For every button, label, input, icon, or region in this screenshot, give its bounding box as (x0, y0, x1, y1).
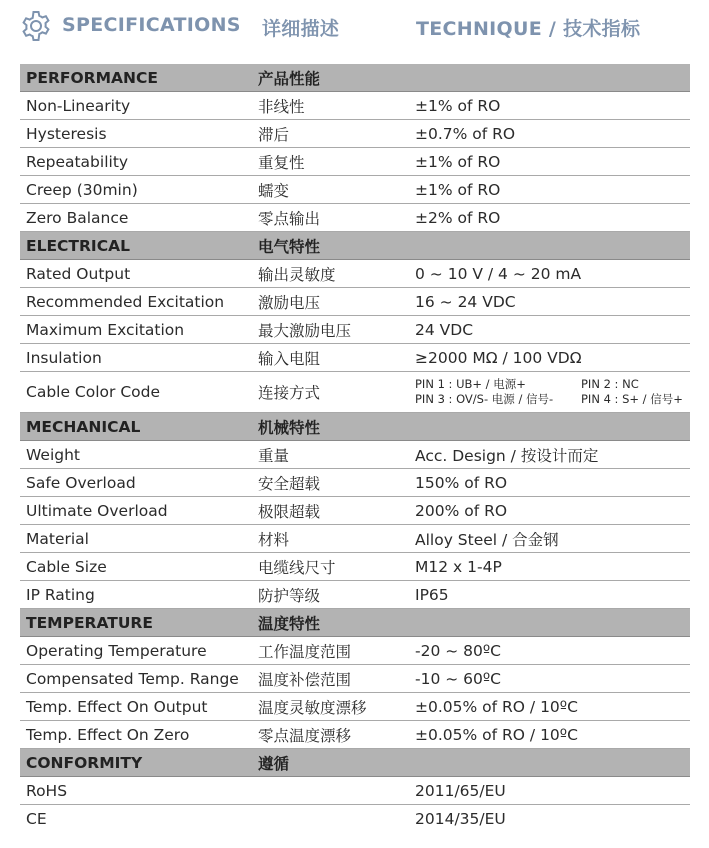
section-blank (409, 749, 690, 777)
spec-table (20, 64, 690, 832)
spec-value: 16 ~ 24 VDC (409, 288, 690, 316)
table-row (20, 316, 690, 344)
spec-value: ±1% of RO (409, 148, 690, 176)
pin-pin1: PIN 1 : UB+ / 电源+ (415, 377, 526, 391)
table-row (20, 469, 690, 497)
spec-value: 2011/65/EU (409, 777, 690, 805)
spec-label-cn (252, 777, 409, 805)
table-row (20, 525, 690, 553)
spec-label: Hysteresis (20, 120, 252, 148)
spec-value: 200% of RO (409, 497, 690, 525)
table-row-cable (20, 372, 690, 413)
table-row (20, 288, 690, 316)
spec-header (0, 0, 709, 64)
section-header-temperature (20, 609, 690, 637)
spec-label: Temp. Effect On Output (20, 693, 252, 721)
spec-label: CE (26, 809, 47, 828)
table-row (20, 777, 690, 805)
section-blank (409, 413, 690, 441)
spec-label: Cable Size (20, 553, 252, 581)
spec-label: Non-Linearity (20, 92, 252, 120)
spec-value: -20 ~ 80ºC (409, 637, 690, 665)
spec-label-cn: 连接方式 (252, 372, 409, 413)
spec-value: -10 ~ 60ºC (409, 665, 690, 693)
table-row (20, 721, 690, 749)
spec-value: ≥2000 MΩ / 100 VDΩ (409, 344, 690, 372)
table-row (20, 665, 690, 693)
table-row (20, 553, 690, 581)
spec-label-cn: 温度灵敏度漂移 (252, 693, 409, 721)
section-title: TEMPERATURE (20, 609, 252, 637)
table-row (20, 441, 690, 469)
spec-value: M12 x 1-4P (409, 553, 690, 581)
section-title-cn: 机械特性 (252, 413, 409, 441)
section-title: PERFORMANCE (20, 64, 252, 92)
spec-value: ±0.05% of RO / 10ºC (409, 693, 690, 721)
spec-value: IP65 (409, 581, 690, 609)
spec-label-cn: 激励电压 (252, 288, 409, 316)
spec-label-cn: 最大激励电压 (252, 316, 409, 344)
section-header-performance (20, 64, 690, 92)
table-row (20, 120, 690, 148)
spec-value: 0 ~ 10 V / 4 ~ 20 mA (409, 260, 690, 288)
spec-value: 150% of RO (409, 469, 690, 497)
spec-value: Alloy Steel / 合金钢 (409, 525, 690, 553)
table-row (20, 148, 690, 176)
section-header-mechanical (20, 413, 690, 441)
pin-grid (415, 377, 690, 407)
table-row (20, 637, 690, 665)
section-title: MECHANICAL (20, 413, 252, 441)
spec-label-cn (252, 805, 409, 833)
spec-label: Material (20, 525, 252, 553)
spec-label-cn: 零点输出 (252, 204, 409, 232)
spec-value: ±1% of RO (409, 176, 690, 204)
spec-label: Insulation (20, 344, 252, 372)
spec-value: Acc. Design / 按设计而定 (409, 441, 690, 469)
section-blank (409, 64, 690, 92)
spec-label-cn: 非线性 (252, 92, 409, 120)
section-title-cn: 温度特性 (252, 609, 409, 637)
table-row (20, 260, 690, 288)
section-title-cn: 电气特性 (252, 232, 409, 260)
spec-value: ±1% of RO (409, 92, 690, 120)
table-row (20, 805, 690, 833)
spec-label: Cable Color Code (20, 372, 252, 413)
spec-label-cn: 重复性 (252, 148, 409, 176)
spec-label-cn: 防护等级 (252, 581, 409, 609)
spec-label-cn: 安全超载 (252, 469, 409, 497)
table-row (20, 497, 690, 525)
section-title: CONFORMITY (20, 749, 252, 777)
section-title: ELECTRICAL (20, 232, 252, 260)
spec-label-cn: 输入电阻 (252, 344, 409, 372)
title-chinese: 详细描述 (262, 18, 340, 40)
spec-label-cn: 蠕变 (252, 176, 409, 204)
section-header-electrical (20, 232, 690, 260)
spec-label: IP Rating (20, 581, 252, 609)
spec-label-cn: 滞后 (252, 120, 409, 148)
pin-pin3: PIN 3 : OV/S- 电源 / 信号- (415, 392, 554, 406)
spec-label: Maximum Excitation (20, 316, 252, 344)
table-row (20, 693, 690, 721)
title-technique: TECHNIQUE / 技术指标 (416, 18, 641, 40)
section-blank (409, 232, 690, 260)
spec-label: Ultimate Overload (20, 497, 252, 525)
spec-label-cn: 重量 (252, 441, 409, 469)
spec-label-cn: 零点温度漂移 (252, 721, 409, 749)
spec-label-cn: 工作温度范围 (252, 637, 409, 665)
spec-label: Repeatability (20, 148, 252, 176)
pin-pin4: PIN 4 : S+ / 信号+ (581, 392, 683, 406)
table-row (20, 92, 690, 120)
spec-label-cn: 输出灵敏度 (252, 260, 409, 288)
spec-value: ±2% of RO (409, 204, 690, 232)
spec-label: RoHS (20, 777, 252, 805)
section-title-cn: 遵循 (252, 749, 409, 777)
spec-label: Temp. Effect On Zero (20, 721, 252, 749)
title-specifications: SPECIFICATIONS (62, 14, 241, 36)
spec-label: Weight (20, 441, 252, 469)
spec-label-cn: 材料 (252, 525, 409, 553)
section-header-conformity (20, 749, 690, 777)
spec-value: ±0.7% of RO (409, 120, 690, 148)
table-row (20, 204, 690, 232)
section-title-cn: 产品性能 (252, 64, 409, 92)
spec-label-cn: 电缆线尺寸 (252, 553, 409, 581)
spec-value: 24 VDC (409, 316, 690, 344)
table-row (20, 344, 690, 372)
gear-icon (20, 10, 52, 42)
spec-label: Operating Temperature (20, 637, 252, 665)
table-row (20, 581, 690, 609)
spec-value: 2014/35/EU (415, 809, 506, 828)
spec-label: Creep (30min) (20, 176, 252, 204)
section-blank (409, 609, 690, 637)
spec-label-cn: 温度补偿范围 (252, 665, 409, 693)
spec-label: Recommended Excitation (20, 288, 252, 316)
spec-label-cn: 极限超载 (252, 497, 409, 525)
spec-label: Rated Output (20, 260, 252, 288)
spec-label: Zero Balance (20, 204, 252, 232)
spec-value: ±0.05% of RO / 10ºC (409, 721, 690, 749)
spec-label: Compensated Temp. Range (20, 665, 252, 693)
pin-pin2: PIN 2 : NC (581, 377, 639, 391)
table-row (20, 176, 690, 204)
pin-assignment (409, 372, 690, 413)
spec-label: Safe Overload (20, 469, 252, 497)
